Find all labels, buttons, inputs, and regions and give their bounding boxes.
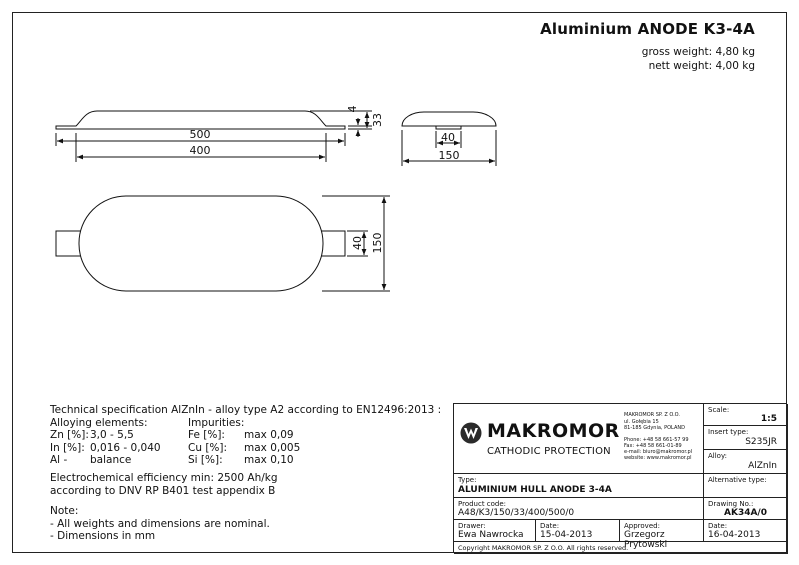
- insert-type-cell: [704, 426, 788, 450]
- company-logo-name: MAKROMOR: [487, 420, 620, 442]
- company-logo-subtitle: CATHODIC PROTECTION: [487, 446, 611, 457]
- impurity-label: Cu [%]:: [188, 441, 228, 454]
- plan-view: [56, 196, 345, 291]
- technical-specification: [50, 404, 450, 467]
- alternative-type-label: Alternative type:: [708, 476, 767, 484]
- impurity-max: max 0,005: [244, 441, 301, 454]
- dim-400-label: 400: [189, 144, 211, 157]
- element-range: 0,016 - 0,040: [90, 441, 161, 454]
- scale-cell: [704, 404, 788, 426]
- note-title: Note:: [50, 505, 79, 517]
- company-city: 81-185 Gdynia, POLAND: [624, 425, 685, 431]
- makromor-logo-icon: [460, 422, 482, 444]
- dim-500-label: 500: [189, 128, 211, 141]
- company-email: e-mail: biuro@makromor.pl: [624, 449, 693, 455]
- product-code-cell: [454, 498, 704, 520]
- approved-label: Approved:: [624, 522, 660, 530]
- date-approved-label: Date:: [708, 522, 728, 530]
- drawing-number-label: Drawing No.:: [708, 500, 754, 508]
- date-drawn-value: 15-04-2013: [540, 530, 593, 540]
- approved-value: Grzegorz Prytowski: [624, 530, 668, 550]
- alloy-cell: [704, 450, 788, 474]
- impurity-label: Si [%]:: [188, 454, 223, 466]
- dim-4-label: 4: [346, 105, 359, 113]
- dim-plan-40-label: 40: [351, 236, 364, 250]
- approved-cell: [620, 520, 704, 550]
- copyright-text: Copyright MAKROMOR SP. Z O.O. All rights reserved.: [458, 544, 629, 552]
- drawer-cell: [454, 520, 536, 542]
- dim-height: [310, 111, 372, 137]
- efficiency-reference: according to DNV RP B401 test appendix B: [50, 484, 276, 497]
- insert-type-label: Insert type:: [708, 428, 749, 436]
- product-code-value: A48/K3/150/33/400/500/0: [458, 508, 575, 518]
- title-block: [453, 403, 787, 553]
- efficiency-line: Electrochemical efficiency min: 2500 Ah/kg: [50, 472, 278, 484]
- spec-heading: Technical specification AlZnIn - alloy type A2 according to EN12496:2013 :: [50, 404, 442, 416]
- drawing-title: Aluminium ANODE K3-4A: [540, 20, 755, 38]
- element-label: Al -: [50, 454, 68, 466]
- company-street: ul. Gołębia 15: [624, 419, 659, 425]
- company-logo-area: [454, 404, 704, 474]
- date-drawn-label: Date:: [540, 522, 560, 530]
- side-view: [56, 111, 345, 129]
- drawer-value: Ewa Nawrocka: [458, 530, 524, 540]
- alternative-type-cell: [704, 474, 788, 498]
- nett-weight: nett weight: 4,00 kg: [648, 60, 755, 72]
- company-website: website: www.makromor.pl: [624, 455, 692, 461]
- drawer-label: Drawer:: [458, 522, 486, 530]
- element-range: 3,0 - 5,5: [90, 429, 134, 441]
- insert-type-value: S235JR: [745, 437, 777, 447]
- end-view: [402, 112, 496, 129]
- impurity-label: Fe [%]:: [188, 429, 225, 441]
- impurity-max: max 0,10: [244, 454, 294, 466]
- spec-row: [50, 429, 450, 442]
- scale-value: 1:5: [760, 414, 777, 424]
- element-label: In [%]:: [50, 441, 85, 454]
- dim-33-label: 33: [371, 113, 384, 127]
- element-label: Zn [%]:: [50, 429, 89, 441]
- dim-end-40-label: 40: [441, 131, 455, 144]
- date-drawn-cell: [536, 520, 620, 542]
- scale-label: Scale:: [708, 406, 730, 414]
- copyright-cell: [454, 542, 788, 554]
- dim-plan-150-label: 150: [371, 232, 384, 254]
- company-fax: Fax: +48 58 661-01-89: [624, 443, 682, 449]
- gross-weight: gross weight: 4,80 kg: [641, 46, 755, 58]
- company-phone: Phone: +48 58 661-57 99: [624, 437, 689, 443]
- alloy-value: AlZnIn: [748, 461, 777, 471]
- company-name: MAKROMOR SP. Z O.O.: [624, 412, 680, 418]
- note-item: - Dimensions in mm: [50, 530, 156, 542]
- type-label: Type:: [458, 476, 477, 484]
- alloying-header: Alloying elements:: [50, 416, 148, 429]
- impurity-max: max 0,09: [244, 429, 294, 441]
- date-approved-value: 16-04-2013: [708, 530, 761, 540]
- type-value: ALUMINIUM HULL ANODE 3-4A: [458, 485, 612, 495]
- product-code-label: Product code:: [458, 500, 507, 508]
- spec-row: [50, 454, 450, 467]
- spec-row: [50, 442, 450, 455]
- element-range: balance: [90, 454, 132, 466]
- drawing-number-cell: [704, 498, 788, 520]
- dim-end-150-label: 150: [438, 149, 460, 162]
- note-item: - All weights and dimensions are nominal.: [50, 517, 270, 530]
- date-approved-cell: [704, 520, 788, 542]
- alloy-label: Alloy:: [708, 452, 727, 460]
- type-cell: [454, 474, 704, 498]
- impurities-header: Impurities:: [188, 416, 245, 429]
- drawing-number-value: AK34A/0: [724, 508, 767, 518]
